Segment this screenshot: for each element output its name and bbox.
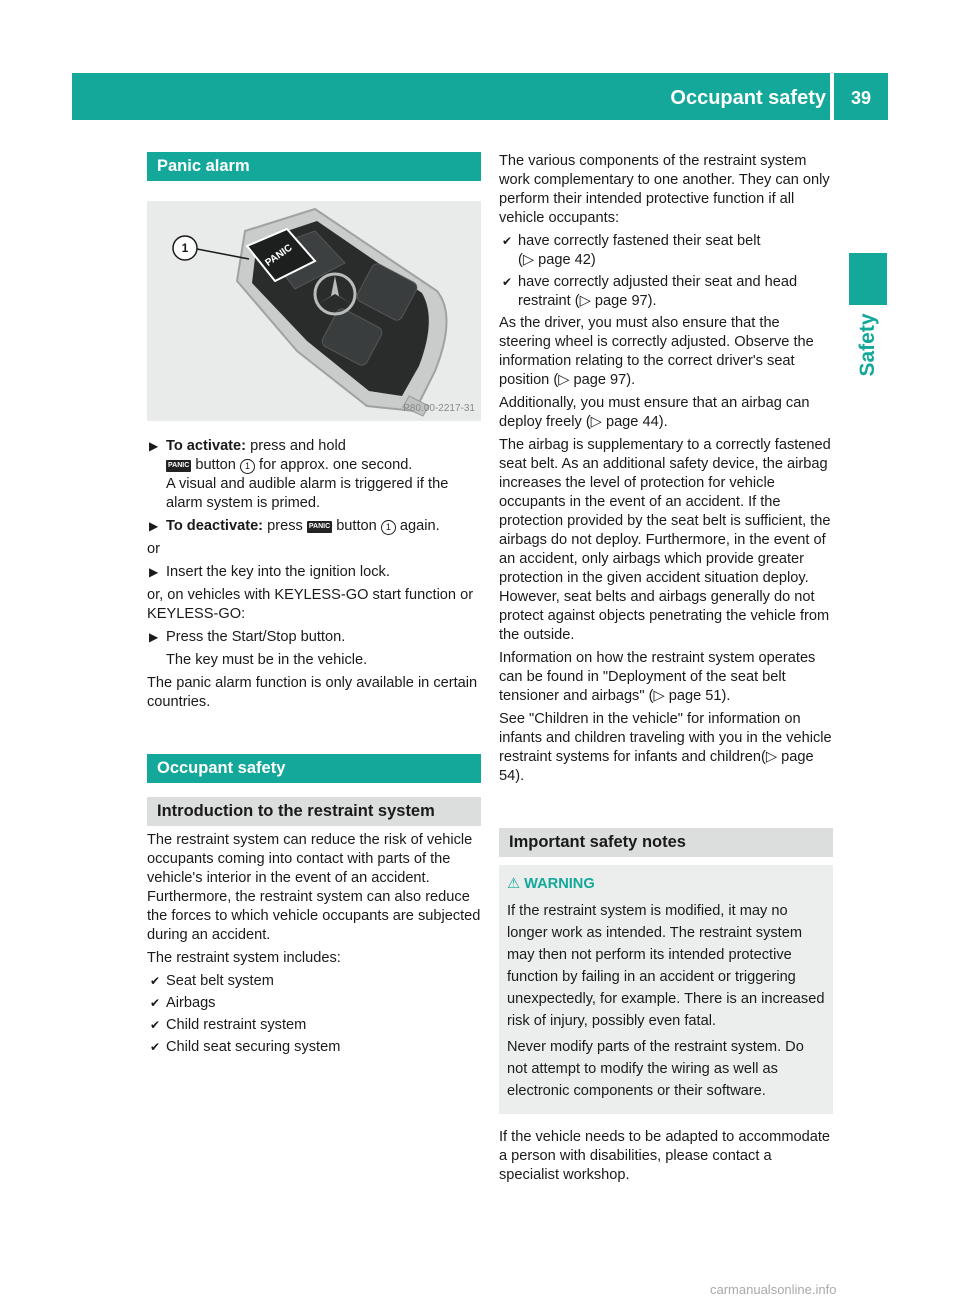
availability-text: The panic alarm function is only available in certain countries. xyxy=(147,675,478,710)
or-text: or xyxy=(147,541,160,557)
triangle-right-icon: ▶ xyxy=(149,565,159,579)
step-insert-key xyxy=(147,563,481,582)
page-ref[interactable]: (▷ page 42) xyxy=(518,252,596,268)
list-item xyxy=(147,1038,481,1057)
info-text-body: Information on how the restraint system operates can be found in "Deployment of the seat belt tensioner and airbags" xyxy=(499,650,816,704)
activate-text3: for approx. one second. xyxy=(259,457,413,473)
supplementary-text: The airbag is supplementary to a correctly fastened seat belt. As an additional safety device, the airbag increases the level of protection for vehicle occupants in the event of an accident. If the protection provided by the seat belt is sufficient, the airbags do not deploy. Furthermore, in the event of an accident, only airbags which provide greater protection in the given accident situation deploy. However, seat belts and airbags generally do not protect against objects penetrating the vehicle from the outside. xyxy=(499,437,831,643)
warning-title: WARNING xyxy=(524,876,595,892)
side-tab-marker xyxy=(849,253,887,305)
bullet2-text: have correctly adjusted their seat and head restraint xyxy=(518,274,798,309)
triangle-right-icon: ▶ xyxy=(149,519,159,533)
intro-text: The restraint system can reduce the risk of vehicle occupants coming into contact with parts of the vehicle's interior in the event of an accident. Furthermore, the restraint system can also reduce the forces to which vehicle occupants are subjected during an accident. xyxy=(147,832,481,943)
insert-key-text: Insert the key into the ignition lock. xyxy=(166,564,390,580)
page-number: 39 xyxy=(850,88,872,108)
panic-button-icon: PANIC xyxy=(166,460,191,472)
list-item xyxy=(147,972,481,991)
driver-text-body: As the driver, you must also ensure that the steering wheel is correctly adjusted. Observe the information relating to the correct driver's seat position xyxy=(499,315,814,388)
airbag-deploy-body: Additionally, you must ensure that an airbag can deploy freely xyxy=(499,395,810,430)
warning-triangle-icon: ⚠︎ xyxy=(507,876,521,892)
bullet-r-icon: ✔︎ xyxy=(150,974,161,988)
list-item xyxy=(499,273,833,311)
triangle-right-icon: ▶ xyxy=(149,439,159,453)
callout-1-icon: 1 xyxy=(240,459,255,474)
info-text xyxy=(499,649,833,706)
right-column xyxy=(499,152,833,1189)
bullet-r-icon: ✔︎ xyxy=(502,234,513,248)
deactivate-text2: button xyxy=(336,518,377,534)
step-deactivate xyxy=(147,517,481,536)
occupant-safety-heading: Occupant safety xyxy=(147,754,481,783)
children-text-body: See "Children in the vehicle" for information on infants and children traveling with you in the vehicle restraint systems for infants and children xyxy=(499,711,832,765)
components-text: The various components of the restraint system work complementary to one another. They can only perform their intended protective function if all vehicle occupants: xyxy=(499,153,830,226)
list-item xyxy=(147,1016,481,1035)
bullet-r-icon: ✔︎ xyxy=(502,275,513,289)
bullet-r-icon: ✔︎ xyxy=(150,996,161,1010)
includes-text: The restraint system includes: xyxy=(147,950,341,966)
key-in-vehicle: The key must be in the vehicle. xyxy=(166,652,368,668)
list-item-text: Airbags xyxy=(166,995,216,1011)
children-text xyxy=(499,710,833,786)
header-section-title: Occupant safety xyxy=(670,87,826,109)
bullet-r-icon: ✔︎ xyxy=(150,1018,161,1032)
footer-watermark: carmanualsonline.info xyxy=(710,1282,837,1297)
side-tab-label: Safety xyxy=(856,313,879,377)
list-item-text: Child restraint system xyxy=(166,1017,307,1033)
list-item-text: Seat belt system xyxy=(166,973,274,989)
callout-1-icon: 1 xyxy=(381,520,396,535)
list-item xyxy=(499,232,833,270)
warning-p1: If the restraint system is modified, it may no longer work as intended. The restraint system may then not perform its intended protective function by failing in an accident or triggering unexpectedly, for example. There is an increased risk of injury, possibly even fatal. xyxy=(507,903,825,1029)
activate-label: To activate: xyxy=(166,438,247,454)
warning-box xyxy=(499,865,833,1114)
driver-text xyxy=(499,314,833,390)
key-illustration xyxy=(147,201,481,421)
activate-result: A visual and audible alarm is triggered if the alarm system is primed. xyxy=(166,476,449,511)
airbag-deploy-text xyxy=(499,394,833,432)
svg-text:PANIC: PANIC xyxy=(263,242,295,269)
panic-key-figure xyxy=(147,201,481,421)
intro-restraint-heading: Introduction to the restraint system xyxy=(147,797,481,826)
left-column xyxy=(147,152,481,1060)
press-start-text: Press the Start/Stop button. xyxy=(166,629,346,645)
triangle-right-icon: ▶ xyxy=(149,630,159,644)
panic-alarm-heading: Panic alarm xyxy=(147,152,481,181)
bullet-r-icon: ✔︎ xyxy=(150,1040,161,1054)
deactivate-text3: again. xyxy=(399,518,440,534)
page-ref[interactable]: (▷ page 51). xyxy=(648,688,731,704)
important-notes-heading: Important safety notes xyxy=(499,828,833,857)
warning-p2: Never modify parts of the restraint system. Do not attempt to modify the wiring as well as electronic components or their software. xyxy=(507,1039,804,1099)
page-ref[interactable]: (▷ page 44). xyxy=(585,414,668,430)
deactivate-text1: press xyxy=(267,518,303,534)
deactivate-label: To deactivate: xyxy=(166,518,264,534)
list-item xyxy=(147,994,481,1013)
warning-heading xyxy=(507,875,825,894)
step-activate xyxy=(147,437,481,513)
panic-button-icon: PANIC xyxy=(307,521,332,533)
page-ref[interactable]: (▷ page 54). xyxy=(499,749,814,784)
keyless-intro: or, on vehicles with KEYLESS-GO start function or KEYLESS-GO: xyxy=(147,587,474,622)
adapt-text: If the vehicle needs to be adapted to accommodate a person with disabilities, please contact a specialist workshop. xyxy=(499,1129,831,1183)
step-press-start xyxy=(147,628,481,647)
activate-text2: button xyxy=(195,457,236,473)
list-item-text: Child seat securing system xyxy=(166,1039,341,1055)
activate-text1: press and hold xyxy=(250,438,346,454)
bullet1-text: have correctly fastened their seat belt xyxy=(518,233,761,249)
figure-code: P80.00-2217-31 xyxy=(403,403,475,414)
page-ref[interactable]: (▷ page 97). xyxy=(553,372,636,388)
page-ref[interactable]: (▷ page 97). xyxy=(574,293,657,309)
figure-callout-1: 1 xyxy=(181,241,189,255)
